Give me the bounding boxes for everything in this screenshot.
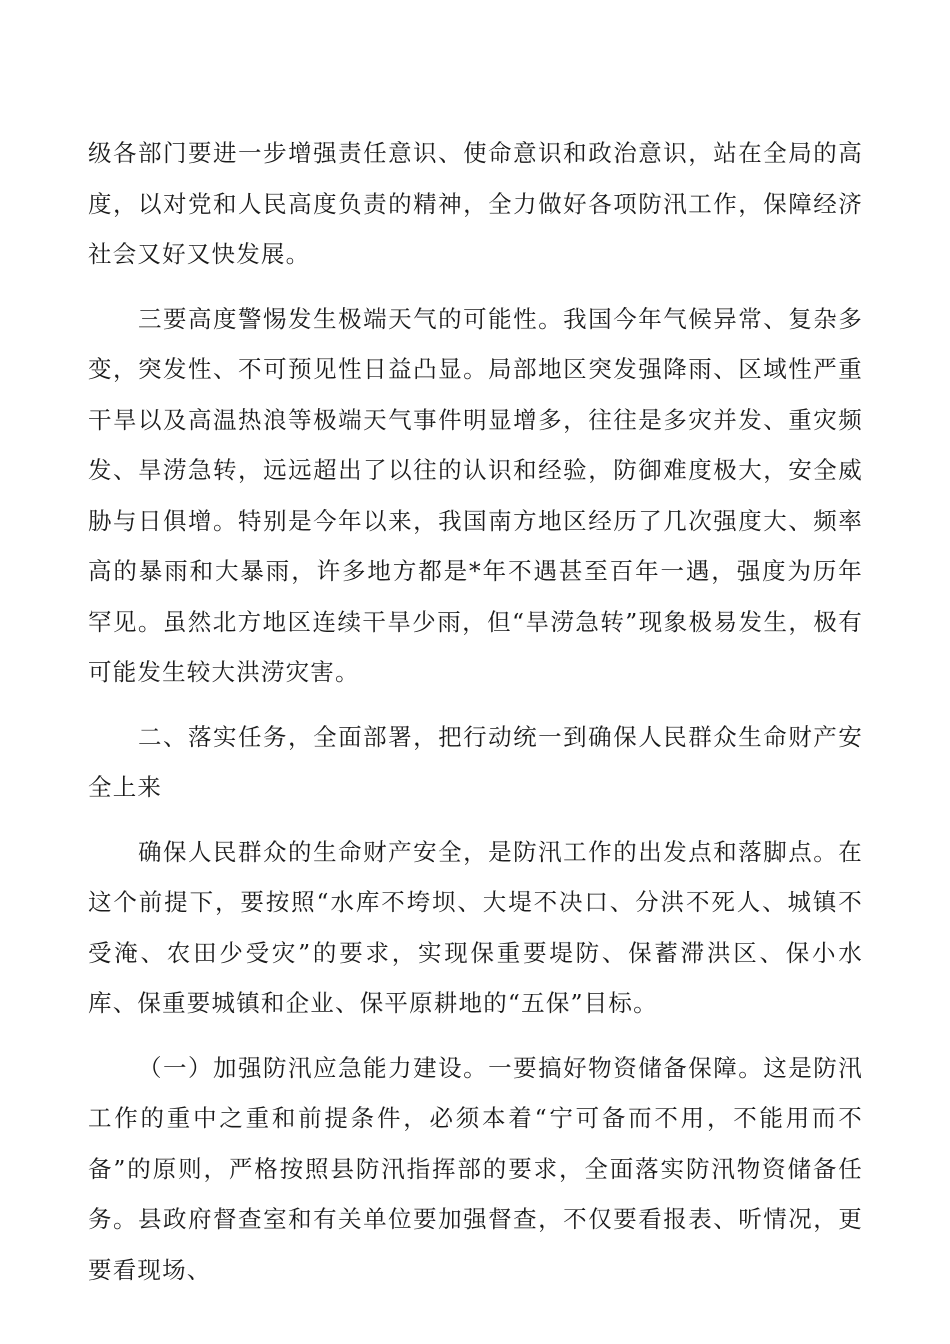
section-heading-two: 二、落实任务，全面部署，把行动统一到确保人民群众生命财产安全上来 <box>88 722 863 801</box>
paragraph-continuation: 级各部门要进一步增强责任意识、使命意识和政治意识，站在全局的高度，以对党和人民高度负责的精神，全力做好各项防汛工作，保障经济社会又好又快发展。 <box>88 139 863 268</box>
document-body <box>88 128 863 1309</box>
paragraph-safety-goal: 确保人民群众的生命财产安全，是防汛工作的出发点和落脚点。在这个前提下，要按照“水库不垮坝、大堤不决口、分洪不死人、城镇不受淹、农田少受灾”的要求，实现保重要堤防、保蓄滞洪区、保小水库、保重要城镇和企业、保平原耕地的“五保”目标。 <box>88 837 863 1017</box>
paragraph-emergency-capacity: （一）加强防汛应急能力建设。一要搞好物资储备保障。这是防汛工作的重中之重和前提条件，必须本着“宁可备而不用，不能用而不备”的原则，严格按照县防汛指挥部的要求，全面落实防汛物资储备任务。县政府督查室和有关单位要加强督查，不仅要看报表、听情况，更要看现场、 <box>88 1053 863 1284</box>
paragraph-extreme-weather: 三要高度警惕发生极端天气的可能性。我国今年气候异常、复杂多变，突发性、不可预见性日益凸显。局部地区突发强降雨、区域性严重干旱以及高温热浪等极端天气事件明显增多，往往是多灾并发、重灾频发、旱涝急转，远远超出了以往的认识和经验，防御难度极大，安全威胁与日俱增。特别是今年以来，我国南方地区经历了几次强度大、频率高的暴雨和大暴雨，许多地方都是*年不遇甚至百年一遇，强度为历年罕见。虽然北方地区连续干旱少雨，但“旱涝急转”现象极易发生，极有可能发生较大洪涝灾害。 <box>88 304 863 686</box>
